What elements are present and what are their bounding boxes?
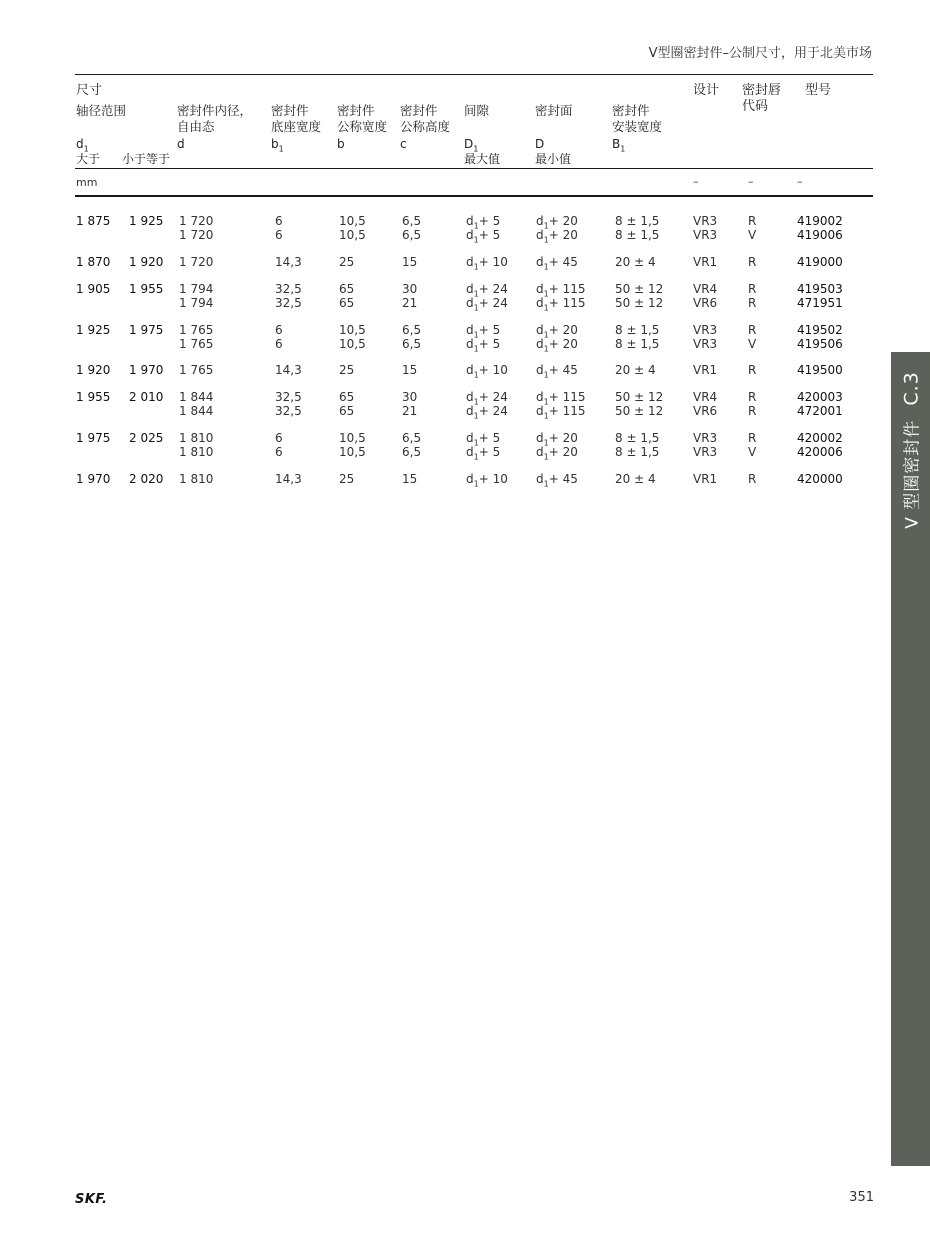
cell-b: 25 <box>339 472 355 486</box>
cell-designation: 420002 420006 <box>797 431 843 459</box>
col-counterface: 密封面 <box>535 103 573 118</box>
side-tab-label: V 型圈密封件C.3 <box>900 371 923 529</box>
symbol-D1-note: 最大值 <box>464 152 501 166</box>
cell-d: $d_1+ 115$ $d_1+ 115$ <box>536 282 586 312</box>
cell-c: 15 <box>402 363 418 377</box>
cell-d: 1 720 <box>179 255 214 269</box>
cell-b1: 8 ± 1,5 8 ± 1,5 <box>615 323 660 351</box>
cell-d1-incl: 1 955 <box>129 282 164 296</box>
cell-designation: 420000 <box>797 472 843 486</box>
cell-lip: R V <box>748 214 757 242</box>
unit-mm: mm <box>76 176 98 189</box>
cell-d: 1 810 1 810 <box>179 431 214 459</box>
cell-designation: 419002 419006 <box>797 214 843 242</box>
cell-d1: $d_1+ 5$ $d_1+ 5$ <box>466 431 501 461</box>
table-row <box>0 473 930 501</box>
cell-lip: R V <box>748 431 757 459</box>
table-row <box>0 432 930 460</box>
cell-c: 30 21 <box>402 282 418 310</box>
cell-b: 65 65 <box>339 390 355 418</box>
cell-d: 1 720 1 720 <box>179 214 214 242</box>
symbol-b: b <box>337 137 345 151</box>
cell-design: VR3 VR3 <box>693 431 718 459</box>
cell-d1: $d_1+ 10$ <box>466 472 508 489</box>
cell-lip: R <box>748 255 757 269</box>
skf-logo: SKF. <box>75 1192 108 1207</box>
cell-d: 1 810 <box>179 472 214 486</box>
cell-lip: R R <box>748 390 757 418</box>
cell-d1: $d_1+ 5$ $d_1+ 5$ <box>466 214 501 244</box>
cell-b1: 20 ± 4 <box>615 255 656 269</box>
cell-b1: 50 ± 12 50 ± 12 <box>615 282 664 310</box>
cell-d: $d_1+ 20$ $d_1+ 20$ <box>536 431 578 461</box>
cell-design: VR1 <box>693 255 718 269</box>
cell-b1: 14,3 <box>275 255 302 269</box>
cell-designation: 420003 472001 <box>797 390 843 418</box>
cell-designation: 419503 471951 <box>797 282 843 310</box>
cell-d: $d_1+ 45$ <box>536 363 578 380</box>
symbol-incl: 小于等于 <box>122 152 171 166</box>
symbol-d: d <box>177 137 185 151</box>
table-row <box>0 283 930 311</box>
cell-d1: $d_1+ 10$ <box>466 255 508 272</box>
symbol-D1: $D_1$ <box>464 137 479 154</box>
cell-d1: $d_1+ 10$ <box>466 363 508 380</box>
cell-d1: $d_1+ 24$ $d_1+ 24$ <box>466 282 508 312</box>
cell-d: 1 765 <box>179 363 214 377</box>
unit-designation: – <box>797 175 803 188</box>
cell-d1: $d_1+ 5$ $d_1+ 5$ <box>466 323 501 353</box>
cell-design: VR1 <box>693 363 718 377</box>
cell-d1-over: 1 970 <box>76 472 111 486</box>
symbol-over: 大于 <box>76 152 101 166</box>
cell-d1-incl: 1 975 <box>129 323 164 337</box>
cell-lip: R <box>748 363 757 377</box>
cell-b1: 6 6 <box>275 431 283 459</box>
cell-d1-incl: 1 920 <box>129 255 164 269</box>
cell-lip: R V <box>748 323 757 351</box>
cell-lip: R <box>748 472 757 486</box>
col-shaft-range: 轴径范围 <box>76 103 127 118</box>
cell-design: VR3 VR3 <box>693 214 718 242</box>
cell-b1: 8 ± 1,5 8 ± 1,5 <box>615 431 660 459</box>
cell-d: $d_1+ 20$ $d_1+ 20$ <box>536 214 578 244</box>
cell-d1-over: 1 905 <box>76 282 111 296</box>
cell-b: 10,5 10,5 <box>339 323 366 351</box>
cell-b: 25 <box>339 255 355 269</box>
table-row <box>0 391 930 419</box>
cell-d1-incl: 2 020 <box>129 472 164 486</box>
cell-d1-over: 1 925 <box>76 323 111 337</box>
cell-b1: 6 6 <box>275 214 283 242</box>
symbol-B1: $B_1$ <box>612 137 626 154</box>
cell-design: VR4 VR6 <box>693 390 718 418</box>
cell-lip: R R <box>748 282 757 310</box>
symbol-d1: $d_1$ <box>76 137 89 154</box>
cell-d1-over: 1 870 <box>76 255 111 269</box>
cell-b1: 20 ± 4 <box>615 472 656 486</box>
unit-lip: – <box>748 175 754 188</box>
header-bottom-rule <box>75 195 873 197</box>
cell-d: $d_1+ 115$ $d_1+ 115$ <box>536 390 586 420</box>
table-row <box>0 324 930 352</box>
cell-d: $d_1+ 45$ <box>536 255 578 272</box>
cell-d1-over: 1 955 <box>76 390 111 404</box>
col-base-width: 密封件 底座宽度 <box>271 103 322 134</box>
table-row <box>0 256 930 284</box>
table-row <box>0 215 930 243</box>
cell-b1: 8 ± 1,5 8 ± 1,5 <box>615 214 660 242</box>
cell-d1: $d_1+ 24$ $d_1+ 24$ <box>466 390 508 420</box>
table-top-rule <box>75 74 873 75</box>
col-nominal-height: 密封件 公称高度 <box>400 103 451 134</box>
running-title: V型圈密封件–公制尺寸，用于北美市场 <box>648 46 872 61</box>
cell-d1-over: 1 975 <box>76 431 111 445</box>
cell-b: 25 <box>339 363 355 377</box>
symbol-c: c <box>400 137 407 151</box>
cell-c: 6,5 6,5 <box>402 431 422 459</box>
cell-b1: 32,5 32,5 <box>275 390 302 418</box>
cell-d1-over: 1 875 <box>76 214 111 228</box>
cell-b1: 6 6 <box>275 323 283 351</box>
col-lip-code: 密封唇 代码 <box>742 83 782 114</box>
cell-c: 15 <box>402 255 418 269</box>
cell-designation: 419500 <box>797 363 843 377</box>
cell-designation: 419000 <box>797 255 843 269</box>
cell-d: 1 765 1 765 <box>179 323 214 351</box>
cell-b: 10,5 10,5 <box>339 431 366 459</box>
cell-d: 1 794 1 794 <box>179 282 214 310</box>
cell-design: VR3 VR3 <box>693 323 718 351</box>
table-row <box>0 364 930 392</box>
cell-d1-incl: 2 025 <box>129 431 164 445</box>
cell-d1-incl: 1 970 <box>129 363 164 377</box>
col-design: 设计 <box>693 83 720 98</box>
page-number: 351 <box>849 1190 874 1205</box>
cell-d: 1 844 1 844 <box>179 390 214 418</box>
cell-d1-incl: 1 925 <box>129 214 164 228</box>
cell-b1: 32,5 32,5 <box>275 282 302 310</box>
cell-b1: 14,3 <box>275 363 302 377</box>
col-free-id: 密封件内径， 自由态 <box>177 103 253 134</box>
cell-d1-incl: 2 010 <box>129 390 164 404</box>
group-title: 尺寸 <box>76 83 103 98</box>
symbol-D-note: 最小值 <box>535 152 572 166</box>
symbol-b1: $b_1$ <box>271 137 284 154</box>
cell-b: 65 65 <box>339 282 355 310</box>
col-designation: 型号 <box>805 83 832 98</box>
header-mid-rule <box>75 168 873 169</box>
symbol-D: D <box>535 137 545 151</box>
col-install-width: 密封件 安装宽度 <box>612 103 663 134</box>
cell-d1-over: 1 920 <box>76 363 111 377</box>
unit-design: – <box>693 175 699 188</box>
cell-d: $d_1+ 45$ <box>536 472 578 489</box>
col-clearance: 间隙 <box>464 103 490 118</box>
cell-designation: 419502 419506 <box>797 323 843 351</box>
cell-design: VR1 <box>693 472 718 486</box>
cell-c: 30 21 <box>402 390 418 418</box>
cell-design: VR4 VR6 <box>693 282 718 310</box>
cell-b1: 50 ± 12 50 ± 12 <box>615 390 664 418</box>
col-nominal-width: 密封件 公称宽度 <box>337 103 388 134</box>
cell-b1: 14,3 <box>275 472 302 486</box>
cell-b: 10,5 10,5 <box>339 214 366 242</box>
cell-d: $d_1+ 20$ $d_1+ 20$ <box>536 323 578 353</box>
cell-c: 15 <box>402 472 418 486</box>
cell-b1: 20 ± 4 <box>615 363 656 377</box>
cell-c: 6,5 6,5 <box>402 214 422 242</box>
cell-c: 6,5 6,5 <box>402 323 422 351</box>
